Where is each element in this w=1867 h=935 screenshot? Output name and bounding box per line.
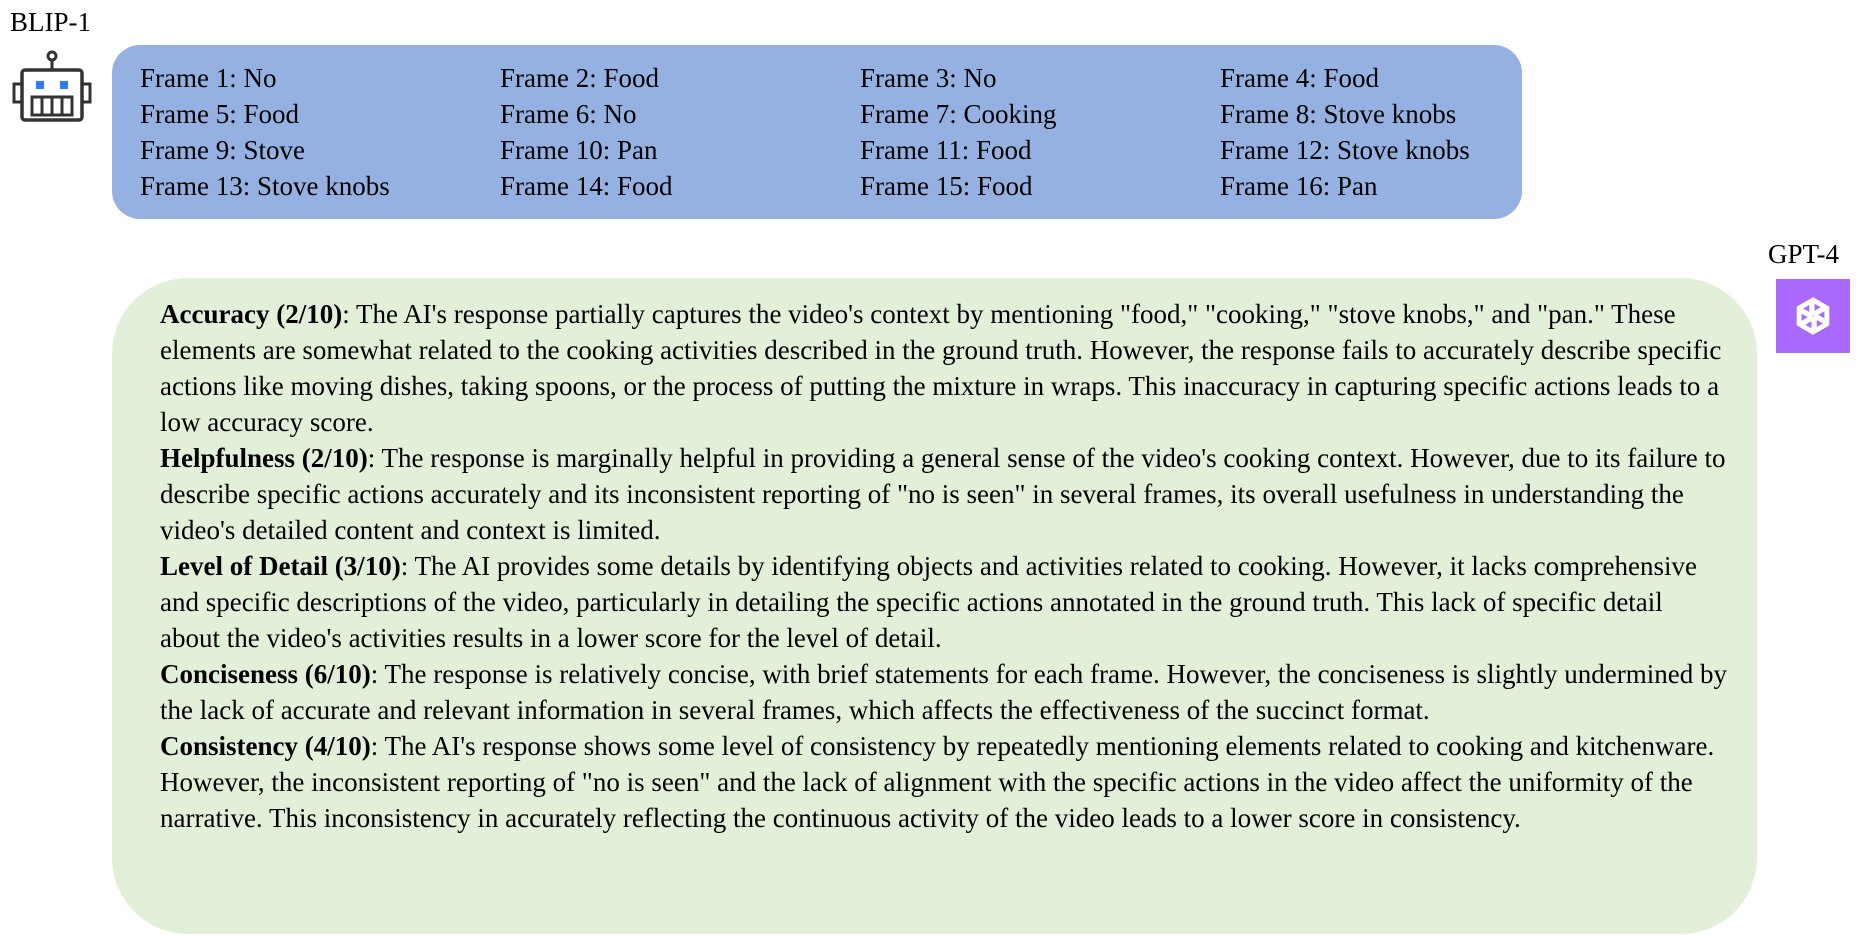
gpt-label: GPT-4 (1768, 239, 1840, 269)
frame-caption: Frame 16: Pan (1220, 171, 1378, 201)
criterion-title: Consistency (4/10) (160, 731, 371, 761)
frame-caption: Frame 15: Food (860, 171, 1033, 201)
frame-caption: Frame 12: Stove knobs (1220, 135, 1470, 165)
robot-icon (12, 50, 92, 122)
frame-caption: Frame 7: Cooking (860, 99, 1057, 129)
criterion-title: Accuracy (2/10) (160, 299, 343, 329)
frame-caption: Frame 8: Stove knobs (1220, 99, 1457, 129)
criterion-text: : The AI provides some details by identifying objects and activities related to cooking. However, it lacks comprehensive and specific descriptions of the video, particularly in detailing the specific actions annotated in the ground truth. This lack of specific detail about the video's activities results in a lower score for the level of detail. (160, 551, 1698, 653)
frame-caption: Frame 14: Food (500, 171, 673, 201)
frame-caption: Frame 13: Stove knobs (140, 171, 390, 201)
openai-knot-glyph (1788, 291, 1838, 341)
criterion-title: Helpfulness (2/10) (160, 443, 368, 473)
criterion-conciseness (160, 656, 1727, 728)
criterion-accuracy (160, 296, 1727, 440)
criterion-text: : The AI's response shows some level of consistency by repeatedly mentioning elements related to cooking and kitchenware. However, the inconsistent reporting of "no is seen" and the lack of alignment with the specific actions in the video affect the uniformity of the narrative. This inconsistency in accurately reflecting the continuous activity of the video leads to a lower score in consistency. (160, 731, 1715, 833)
blip-output-box (112, 45, 1522, 219)
frame-caption: Frame 5: Food (140, 99, 299, 129)
openai-logo-icon (1776, 279, 1850, 353)
frame-caption: Frame 3: No (860, 63, 997, 93)
criterion-text: : The response is marginally helpful in providing a general sense of the video's cooking context. However, due to its failure to describe specific actions accurately and its inconsistent reporting of "no is seen" in several frames, its overall usefulness in understanding the video's detailed content and context is limited. (160, 443, 1726, 545)
frame-caption: Frame 11: Food (860, 135, 1032, 165)
frame-caption: Frame 1: No (140, 63, 277, 93)
frame-caption: Frame 10: Pan (500, 135, 658, 165)
gpt-evaluation-box (112, 278, 1757, 934)
criterion-level-of-detail (160, 548, 1727, 656)
criterion-text: : The AI's response partially captures the video's context by mentioning "food," "cooking," "stove knobs," and "pan." These elements are somewhat related to the cooking activities described in the ground truth. However, the response fails to accurately describe specific actions like moving dishes, taking spoons, or the process of putting the mixture in wraps. This inaccuracy in capturing specific actions leads to a low accuracy score. (160, 299, 1722, 437)
frame-caption: Frame 9: Stove (140, 135, 305, 165)
frame-grid (140, 60, 1522, 204)
blip-label: BLIP-1 (10, 7, 91, 37)
criterion-title: Level of Detail (3/10) (160, 551, 401, 581)
frame-caption: Frame 2: Food (500, 63, 659, 93)
criterion-consistency (160, 728, 1727, 836)
criterion-text: : The response is relatively concise, with brief statements for each frame. However, the conciseness is slightly undermined by the lack of accurate and relevant information in several frames, which affects the effectiveness of the succinct format. (160, 659, 1728, 725)
criterion-title: Conciseness (6/10) (160, 659, 371, 689)
criterion-helpfulness (160, 440, 1727, 548)
frame-caption: Frame 4: Food (1220, 63, 1379, 93)
frame-caption: Frame 6: No (500, 99, 637, 129)
